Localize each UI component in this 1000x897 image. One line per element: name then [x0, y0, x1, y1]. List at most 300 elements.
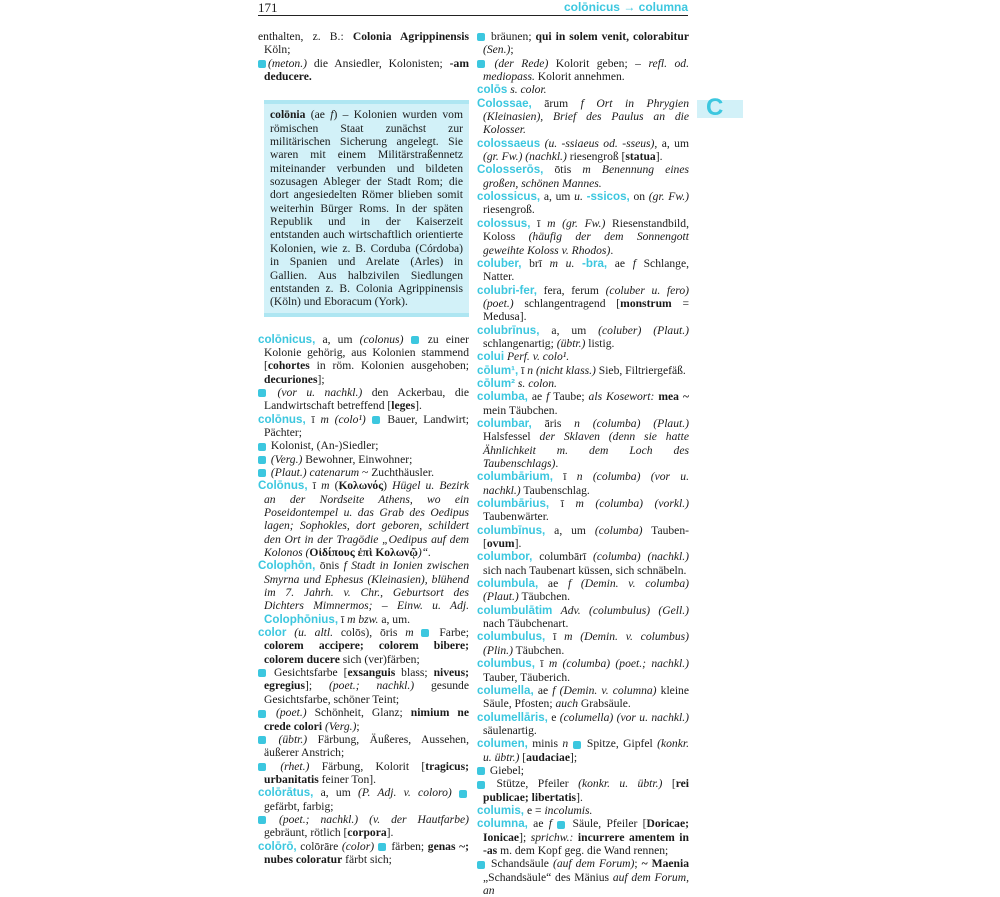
italic-text: s. colon. [517, 376, 557, 390]
text: e = [524, 803, 545, 817]
bold-text: ovum [486, 537, 515, 551]
italic-text: m (gr. Fw.) [547, 216, 606, 230]
text: ae [533, 683, 553, 697]
text: bräunen; [487, 30, 536, 43]
italic-text: f (Demin. v. columba) (Plaut.) [483, 577, 689, 604]
text: Bewohner, Einwohner; [302, 452, 413, 466]
text: ]. [386, 826, 394, 840]
dictionary-entry [477, 550, 689, 577]
dictionary-entry [477, 711, 689, 738]
headword: columbula, [477, 577, 539, 591]
text [268, 813, 279, 826]
bold-text: incurrere amentem in -as [483, 830, 689, 857]
text: Farbe; [431, 626, 469, 640]
bold-text: exsanguis [347, 666, 396, 680]
text: columbārī [532, 550, 594, 564]
dictionary-entry [477, 804, 689, 817]
dictionary-entry [477, 190, 689, 217]
text [574, 257, 582, 270]
italic-text: (der Rede) [494, 56, 549, 70]
text: brī [521, 256, 550, 270]
italic-text: (Plaut.) catenarum [270, 465, 360, 479]
text: ae [607, 256, 633, 270]
text: ōnis [315, 559, 344, 573]
headword: columbulātim [477, 603, 553, 617]
text: ; [356, 719, 360, 733]
dictionary-entry [477, 497, 689, 524]
text: m. dem Kopf geg. die Wand rennen; [497, 843, 669, 857]
bold-text: Doricae; Ionicae [483, 817, 689, 844]
italic-text: (gr. Fw.) (nachkl.) [483, 150, 567, 164]
text: ]; [305, 679, 329, 693]
bold-text: rei publicae; libertatis [483, 777, 689, 804]
italic-text: m bzw. [347, 612, 379, 626]
dictionary-entry [477, 737, 689, 764]
text: listig. [585, 336, 615, 350]
italic-text: (konkr. u. übtr.) [578, 777, 663, 791]
headword: colōrō, [258, 839, 297, 853]
text: ī [530, 216, 548, 230]
text: färben; [387, 839, 428, 853]
bold-text: nimium ne crede colori [264, 706, 469, 733]
right-column [477, 30, 689, 897]
dictionary-entry [258, 479, 469, 559]
dictionary-entry [258, 386, 469, 413]
italic-text: (Verg.) [324, 719, 357, 733]
headword: Colossae, [477, 96, 532, 110]
headword: columis, [477, 803, 525, 817]
dictionary-entry [477, 377, 689, 390]
text: riesengroß [ [566, 150, 626, 164]
italic-text: s. color. [510, 83, 547, 97]
headword: Colophōn, [258, 559, 316, 573]
italic-text: (Sen.) [483, 43, 511, 57]
italic-text: m (Demin. v. columbus) (Plin.) [483, 630, 689, 657]
italic-text: )“. [417, 546, 432, 560]
headword: colossus, [477, 216, 531, 230]
text: kleine Säule, Pfosten; [483, 683, 689, 711]
text: Tauber, Täuberich. [483, 670, 571, 684]
headword: -ssicos, [586, 190, 630, 204]
text: die Ansiedler, Kolonisten; [306, 56, 450, 70]
text: = Medusa]. [483, 296, 690, 324]
text: zu einer Kolonie gehörig, aus Kolonien stammend [ [264, 332, 469, 373]
sense-marker-icon [258, 443, 266, 451]
italic-text: n (columba) (Plaut.) [574, 416, 689, 430]
bold-text: genas ~; nubes coloratur [264, 839, 469, 866]
italic-text: (übtr.) [278, 732, 308, 746]
italic-text: Adv. (columbulus) (Gell.) [560, 603, 689, 617]
text: , a, um [654, 136, 689, 150]
text: schlangentragend [ [513, 296, 621, 310]
text: a, um [540, 190, 575, 204]
text: Säule, Pfeiler [ [567, 817, 647, 831]
bold-text: corpora [347, 826, 387, 840]
headword: columellāris, [477, 710, 548, 724]
text: Täubchen. [512, 643, 565, 657]
text: e [547, 710, 560, 724]
italic-text: n (columba) (vor u. nachkl.) [483, 470, 689, 497]
text [366, 413, 372, 426]
headword: columbor, [477, 550, 533, 564]
italic-text: f [548, 817, 552, 831]
text: ī [545, 630, 565, 644]
dictionary-entry [258, 559, 469, 626]
headword: colōs [477, 83, 508, 97]
bold-text: ~ Maenia [641, 857, 690, 871]
dictionary-entry [477, 97, 689, 137]
italic-text: f [546, 390, 550, 404]
text: . [610, 243, 614, 257]
text: ( [329, 479, 339, 493]
text: gebräunt, rötlich [ [264, 826, 348, 840]
dictionary-entry [258, 760, 469, 787]
italic-text: (u. altl. [294, 626, 334, 640]
sense-marker-icon [378, 843, 386, 851]
text: ī [553, 470, 577, 484]
headword: -bra, [582, 256, 608, 270]
text: ; [634, 857, 642, 871]
sense-marker-icon [258, 469, 266, 477]
bold-text: niveus; egregius [264, 666, 469, 693]
sense-marker-icon [557, 821, 565, 829]
italic-text: (vor u. nachkl.) [277, 385, 363, 399]
italic-text: f (Demin. v. columna) [552, 683, 657, 697]
text: āris [531, 416, 575, 430]
italic-text: (gr. Fw.) [648, 190, 689, 204]
italic-text: n [562, 737, 569, 751]
sense-marker-icon [477, 861, 485, 869]
dictionary-entry [258, 626, 469, 666]
sense-marker-icon [372, 416, 380, 424]
text: Taubenwärter. [483, 510, 549, 524]
text: Köln; [264, 43, 291, 57]
sense-marker-icon [258, 763, 266, 771]
text: mein Täubchen. [483, 403, 558, 417]
bold-text: colōnia [270, 108, 306, 122]
italic-text: incolumis. [544, 803, 593, 817]
bold-text: monstrum [620, 296, 672, 310]
text: [ [519, 750, 527, 764]
text: a, um [545, 523, 595, 537]
text: riesengroß. [483, 203, 535, 217]
italic-text: (übtr.) [556, 336, 586, 350]
text [403, 333, 410, 346]
bold-text: cohortes [267, 359, 310, 373]
text: ae [527, 390, 547, 404]
text: sich nach Taubenart küssen, sich schnäbeln. [483, 563, 687, 577]
text: ]; [317, 372, 325, 386]
italic-text: (coluber u. fero) (poet.) [483, 283, 689, 310]
dictionary-entry [258, 333, 469, 386]
bold-text: Οἰδίπους ἐπὶ Κολωνῷ [309, 546, 418, 560]
headword: Colōnus, [258, 479, 308, 493]
headword: colubrīnus, [477, 323, 540, 337]
info-box [264, 100, 469, 316]
italic-text: (colonus) [359, 332, 404, 346]
dictionary-entry [477, 817, 689, 857]
dictionary-entry [477, 577, 689, 604]
text: ārum [531, 96, 581, 110]
info-box-text [270, 108, 463, 308]
italic-text: m (columba) (poet.; nachkl.) [548, 657, 689, 671]
italic-text: (Verg.) [270, 452, 303, 466]
dictionary-entry [477, 657, 689, 684]
text: ; [510, 43, 514, 57]
text: blass; [395, 666, 434, 680]
text [268, 386, 278, 399]
italic-text: auf dem Forum, an [483, 870, 689, 897]
dictionary-entry [258, 466, 469, 479]
sense-marker-icon [258, 669, 266, 677]
text: ]. [514, 537, 522, 551]
headword: columna, [477, 817, 528, 831]
bold-text: mea ~ [658, 390, 689, 404]
dictionary-entry [477, 857, 689, 897]
text: Stütze, Pfeiler [487, 777, 579, 791]
text: on [629, 190, 649, 204]
text: nach Täubchenart. [483, 617, 569, 631]
headword: columen, [477, 737, 528, 751]
headword: color [258, 626, 287, 640]
italic-text: (poet.) [276, 706, 307, 720]
text: ī [305, 412, 321, 426]
bold-text: -am deducere. [264, 56, 469, 84]
italic-text: m Benennung eines großen, schönen Mannes. [483, 163, 689, 190]
italic-text: (columba) (nachkl.) [593, 550, 689, 564]
text: Taube; [549, 390, 589, 404]
text: ī [518, 363, 528, 377]
text: fera, ferum [536, 283, 606, 297]
text [268, 760, 280, 773]
headword: colōrātus, [258, 786, 314, 800]
sense-marker-icon [459, 790, 467, 798]
italic-text: (coluber) (Plaut.) [598, 323, 689, 337]
italic-text: (columba) [594, 523, 643, 537]
headword: columbulus, [477, 630, 546, 644]
sense-marker-icon [573, 741, 581, 749]
headword: columbar, [477, 416, 532, 430]
page-header [258, 0, 688, 16]
sense-marker-icon [477, 60, 485, 68]
text: schlangenartig; [483, 336, 557, 350]
sense-marker-icon [258, 736, 266, 744]
running-head: colōnicus → columna [563, 0, 688, 14]
text: Kolorit geben; – [548, 56, 649, 70]
text: Täubchen. [518, 590, 571, 604]
text: ae [527, 817, 549, 831]
text: ī [338, 612, 348, 626]
text: Schandsäule [487, 857, 553, 871]
headword: colossaeus [477, 136, 541, 150]
dictionary-entry [477, 83, 689, 96]
dictionary-entry [477, 524, 689, 551]
text: Giebel; [487, 763, 525, 777]
headword: colui [477, 350, 505, 364]
dictionary-entry [477, 137, 689, 164]
italic-text: (P. Adj. v. coloro) [358, 786, 452, 800]
text: Färbung, Äußeres, Aussehen, äußerer Anstrich; [264, 732, 469, 760]
italic-text: (auf dem Forum) [552, 857, 635, 871]
italic-text: u. [574, 190, 583, 204]
bold-text: Κολωνός [338, 479, 384, 493]
italic-text: Perf. v. colo¹. [506, 350, 570, 364]
italic-text: refl. od. mediopass. [483, 56, 689, 84]
headword: columbīnus, [477, 523, 546, 537]
text: a, um [539, 323, 599, 337]
text: Färbung, Kolorit [ [309, 759, 426, 773]
text: ) – Kolonien wurden vom römischen Staat zunächst zur militärischen Sicherung angelegt. Sie waren mit einem Militärstraßennetz miteinander verbunden und bildeten sozusagen Ableger der Stadt Rom; die dort angesiedelten Römer blieben somit weiterhin Bürger Roms. In der späten Republik und in der Kaiserzeit entstanden auch wirtschaftlich orientierte Kolonien, wie z. B. Corduba (Córdoba) in Spanien und Arelate (Arles) in Gallien. Aus halbzivilen Siedlungen entstanden z. B. Colonia Agrippinensis (Köln) und Eboracum (York). [270, 108, 463, 309]
dictionary-entry [258, 413, 469, 440]
bold-text: decuriones [264, 372, 318, 386]
dictionary-entry [477, 390, 689, 417]
italic-text: (color) [341, 839, 375, 853]
thumb-index-letter: C [706, 94, 724, 121]
dictionary-entry [477, 764, 689, 777]
italic-text: m u. [549, 256, 575, 270]
italic-text: f Ort in Phrygien (Kleinasien), Brief des Paulus an die Kolosser. [483, 96, 689, 137]
bold-text: Colonia Agrippinensis [352, 30, 469, 43]
headword: cōlum² [477, 376, 516, 390]
dictionary-entry [477, 470, 689, 497]
dictionary-entry [477, 257, 689, 284]
text: Halsfessel [483, 430, 540, 444]
left-column [258, 30, 469, 866]
headword: cōlum¹, [477, 363, 519, 377]
text: a, um [315, 332, 360, 346]
text: . [555, 457, 559, 470]
dictionary-entry [258, 840, 469, 867]
dictionary-entry [258, 30, 469, 57]
text: Schönheit, Glanz; [306, 706, 411, 720]
bold-text: statua [625, 150, 656, 164]
text: minis [527, 737, 563, 751]
italic-text: n (nicht klass.) [527, 363, 596, 377]
headword: columbārius, [477, 497, 550, 511]
dictionary-entry [477, 604, 689, 631]
dictionary-entry [258, 733, 469, 760]
italic-text: f [330, 108, 334, 122]
text: Gesichtsfarbe [ [268, 666, 348, 680]
bold-text: tragicus; urbanitatis [264, 759, 469, 786]
dictionary-entry [258, 813, 469, 840]
headword: columbus, [477, 657, 535, 671]
bold-text: qui in solem venit, colorabitur [535, 30, 689, 43]
dictionary-entry [477, 30, 689, 57]
text: färbt sich; [342, 852, 392, 866]
dictionary-entry [477, 417, 689, 470]
sense-marker-icon [477, 767, 485, 775]
dictionary-entry [477, 630, 689, 657]
sense-marker-icon [477, 33, 485, 41]
bold-text: colorem accipere; colorem bibere; colorem ducere [264, 639, 469, 666]
text: ī [534, 657, 549, 671]
headword: columba, [477, 390, 528, 404]
text: Kolorit annehmen. [534, 70, 625, 84]
text [268, 733, 278, 746]
italic-text: m (columba) (vorkl.) [575, 497, 689, 511]
text: ]; [569, 750, 578, 764]
dictionary-entry [258, 439, 469, 452]
italic-text: m [321, 479, 330, 493]
sense-marker-icon [258, 710, 266, 718]
text: colōrāre [296, 839, 342, 853]
sense-marker-icon [477, 781, 485, 789]
text: Tauben- [ [483, 523, 689, 551]
text: enthalten, z. B.: [258, 30, 353, 43]
text: in röm. Kolonien ausgehoben; [309, 359, 469, 373]
italic-text: m (colo¹) [320, 412, 366, 426]
text: ae [538, 577, 568, 591]
italic-text: (poet.; nachkl.) [328, 679, 415, 693]
text: ī [307, 479, 322, 493]
text: Spitze, Gipfel [582, 737, 658, 751]
text [268, 706, 276, 719]
text [568, 737, 572, 750]
italic-text: (poet.; nachkl.) (v. der Hautfarbe) [278, 812, 469, 826]
headword: Colophōnius, [264, 612, 339, 626]
text: den Ackerbau, die Landwirtschaft betreffend [ [264, 385, 469, 413]
dictionary-entry [477, 364, 689, 377]
dictionary-entry [477, 324, 689, 351]
text: gesunde Gesichtsfarbe, schöner Teint; [264, 679, 469, 706]
dictionary-entry [258, 57, 469, 84]
dictionary-entry [258, 706, 469, 733]
text: ]; [519, 830, 531, 844]
text: a, um. [378, 612, 411, 626]
text: ]. [576, 790, 583, 804]
dictionary-entry [477, 284, 689, 324]
sense-marker-icon [258, 389, 266, 397]
text: feiner Ton]. [318, 772, 377, 786]
italic-text: auch [555, 697, 579, 711]
italic-text: (u. -ssiaeus od. -sseus) [544, 136, 655, 150]
italic-text: f Stadt in Ionien zwischen Smyrna und Ephesus (Kleinasien), blühend im 7. Jahrh. v. Chr., Geburtsort des Dichters Mimnermos; – Einw. u. Adj. [264, 559, 469, 613]
italic-text: f [632, 256, 636, 270]
text: a, um [313, 786, 358, 800]
italic-text: Hügel u. Bezirk an der Nordseite Athens, wo ein Poseidontempel u. das Grab des Oedipus lagen; Sophokles, dort geboren, schildert den Ort in der Tragödie „Oedipus auf dem Kolonos ( [264, 479, 469, 560]
text: ōtis [543, 163, 583, 177]
text: Kolonist, (An-)Siedler; [268, 439, 379, 453]
headword: colubri-fer, [477, 283, 537, 297]
dictionary-entry [258, 453, 469, 466]
italic-text: (rhet.) [280, 759, 310, 773]
text: ī [549, 497, 576, 511]
italic-text: m [405, 626, 414, 640]
dictionary-entry [477, 217, 689, 257]
italic-text: der Sklaven (denn sie hatte Ähnlichkeit m. dem Loch des Taubenschlags) [483, 430, 689, 470]
text: säulenartig. [483, 723, 537, 737]
italic-text: (meton.) [268, 56, 307, 70]
italic-text: (konkr. u. übtr.) [483, 737, 689, 764]
text: Riesenstandbild, Koloss [483, 216, 689, 244]
sense-marker-icon [258, 456, 266, 464]
italic-text: sprichw.: [530, 830, 574, 844]
text: gefärbt, farbig; [264, 799, 334, 813]
bold-text: audaciae [526, 750, 570, 764]
text: [ [662, 777, 676, 791]
sense-marker-icon [411, 336, 419, 344]
headword: columbārium, [477, 470, 554, 484]
headword: colōnus, [258, 412, 306, 426]
text: colōs), ōris [333, 626, 406, 640]
text: Sieb, Filtriergefäß. [595, 363, 686, 377]
sense-marker-icon [421, 629, 429, 637]
text: Schlange, Natter. [483, 256, 690, 284]
italic-text: (columella) (vor u. nachkl.) [559, 710, 689, 724]
text: ]. [655, 150, 663, 164]
sense-marker-icon [258, 816, 266, 824]
